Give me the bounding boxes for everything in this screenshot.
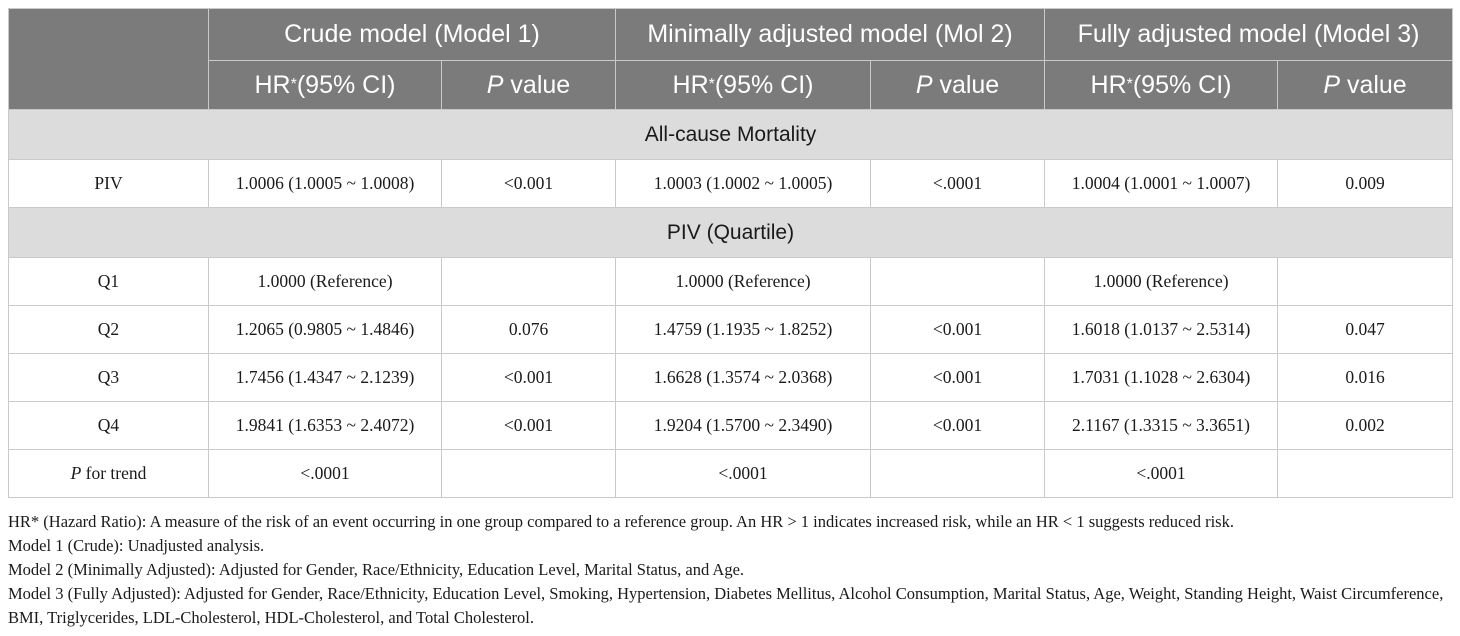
hr-cell-m2: <.0001 <box>616 450 871 498</box>
hr-cell-m3: 1.7031 (1.1028 ~ 2.6304) <box>1045 354 1278 402</box>
hr-cell-m1: <.0001 <box>209 450 442 498</box>
header-model-2: Minimally adjusted model (Mol 2) <box>616 9 1045 61</box>
footnote-model-2: Model 2 (Minimally Adjusted): Adjusted for Gender, Race/Ethnicity, Education Level, Marital Status, and Age. <box>8 560 745 579</box>
table-row-q1 <box>9 258 1453 306</box>
p-cell-m3: 0.016 <box>1278 354 1453 402</box>
p-cell-m1: <0.001 <box>442 354 616 402</box>
header-p-value-m3: P value <box>1278 61 1453 110</box>
header-p-value-m1: P value <box>442 61 616 110</box>
hr-cell-m1: 1.9841 (1.6353 ~ 2.4072) <box>209 402 442 450</box>
row-label: Q4 <box>9 402 209 450</box>
section-title-all-cause: All-cause Mortality <box>9 110 1453 160</box>
p-cell-m1: <0.001 <box>442 160 616 208</box>
p-cell-m2 <box>871 450 1045 498</box>
header-model-3: Fully adjusted model (Model 3) <box>1045 9 1453 61</box>
section-row-quartile <box>9 208 1453 258</box>
table-row-trend <box>9 450 1453 498</box>
table-row-piv <box>9 160 1453 208</box>
p-cell-m1: <0.001 <box>442 402 616 450</box>
section-title-quartile: PIV (Quartile) <box>9 208 1453 258</box>
hr-cell-m2: 1.4759 (1.1935 ~ 1.8252) <box>616 306 871 354</box>
header-corner-cell <box>9 9 209 110</box>
header-model-1: Crude model (Model 1) <box>209 9 616 61</box>
p-cell-m3: 0.047 <box>1278 306 1453 354</box>
hr-cell-m3: 1.0004 (1.0001 ~ 1.0007) <box>1045 160 1278 208</box>
header-hr-ci-m2: HR*(95% CI) <box>616 61 871 110</box>
p-cell-m3: 0.002 <box>1278 402 1453 450</box>
table-row-q3 <box>9 354 1453 402</box>
p-cell-m2: <0.001 <box>871 306 1045 354</box>
row-label: Q1 <box>9 258 209 306</box>
table-footnotes <box>8 510 1456 630</box>
row-label: Q2 <box>9 306 209 354</box>
p-cell-m2 <box>871 258 1045 306</box>
hr-cell-m1: 1.0000 (Reference) <box>209 258 442 306</box>
section-row-all-cause <box>9 110 1453 160</box>
p-cell-m3 <box>1278 450 1453 498</box>
hr-cell-m3: <.0001 <box>1045 450 1278 498</box>
table-row-q2 <box>9 306 1453 354</box>
row-label-trend: P for trend <box>9 450 209 498</box>
p-cell-m2: <0.001 <box>871 354 1045 402</box>
hr-cell-m2: 1.9204 (1.5700 ~ 2.3490) <box>616 402 871 450</box>
hr-cell-m1: 1.0006 (1.0005 ~ 1.0008) <box>209 160 442 208</box>
p-cell-m1: 0.076 <box>442 306 616 354</box>
hr-cell-m1: 1.2065 (0.9805 ~ 1.4846) <box>209 306 442 354</box>
header-row-models <box>9 9 1453 61</box>
p-cell-m3: 0.009 <box>1278 160 1453 208</box>
row-label: Q3 <box>9 354 209 402</box>
header-hr-ci-m3: HR*(95% CI) <box>1045 61 1278 110</box>
table-row-q4 <box>9 402 1453 450</box>
hr-cell-m2: 1.6628 (1.3574 ~ 2.0368) <box>616 354 871 402</box>
hr-cell-m1: 1.7456 (1.4347 ~ 2.1239) <box>209 354 442 402</box>
hr-cell-m3: 2.1167 (1.3315 ~ 3.3651) <box>1045 402 1278 450</box>
p-cell-m1 <box>442 258 616 306</box>
hr-cell-m3: 1.0000 (Reference) <box>1045 258 1278 306</box>
row-label: PIV <box>9 160 209 208</box>
results-table <box>8 8 1453 498</box>
hr-cell-m2: 1.0000 (Reference) <box>616 258 871 306</box>
p-cell-m2: <.0001 <box>871 160 1045 208</box>
p-cell-m3 <box>1278 258 1453 306</box>
header-p-value-m2: P value <box>871 61 1045 110</box>
footnote-hr-definition: HR* (Hazard Ratio): A measure of the risk of an event occurring in one group compared to a reference group. An HR > 1 indicates increased risk, while an HR < 1 suggests reduced risk. <box>8 512 1234 531</box>
header-row-metrics <box>9 61 1453 110</box>
footnote-model-1: Model 1 (Crude): Unadjusted analysis. <box>8 536 265 555</box>
p-cell-m1 <box>442 450 616 498</box>
p-cell-m2: <0.001 <box>871 402 1045 450</box>
header-hr-ci-m1: HR*(95% CI) <box>209 61 442 110</box>
hr-cell-m2: 1.0003 (1.0002 ~ 1.0005) <box>616 160 871 208</box>
hr-cell-m3: 1.6018 (1.0137 ~ 2.5314) <box>1045 306 1278 354</box>
footnote-model-3: Model 3 (Fully Adjusted): Adjusted for Gender, Race/Ethnicity, Education Level, Smoking, Hypertension, Diabetes Mellitus, Alcohol Consumption, Marital Status, Age, Weight, Standing Height, Waist Circumference, BMI, Triglycerides, LDL-Cholesterol, HDL-Cholesterol, and Total Cholesterol. <box>8 584 1444 627</box>
